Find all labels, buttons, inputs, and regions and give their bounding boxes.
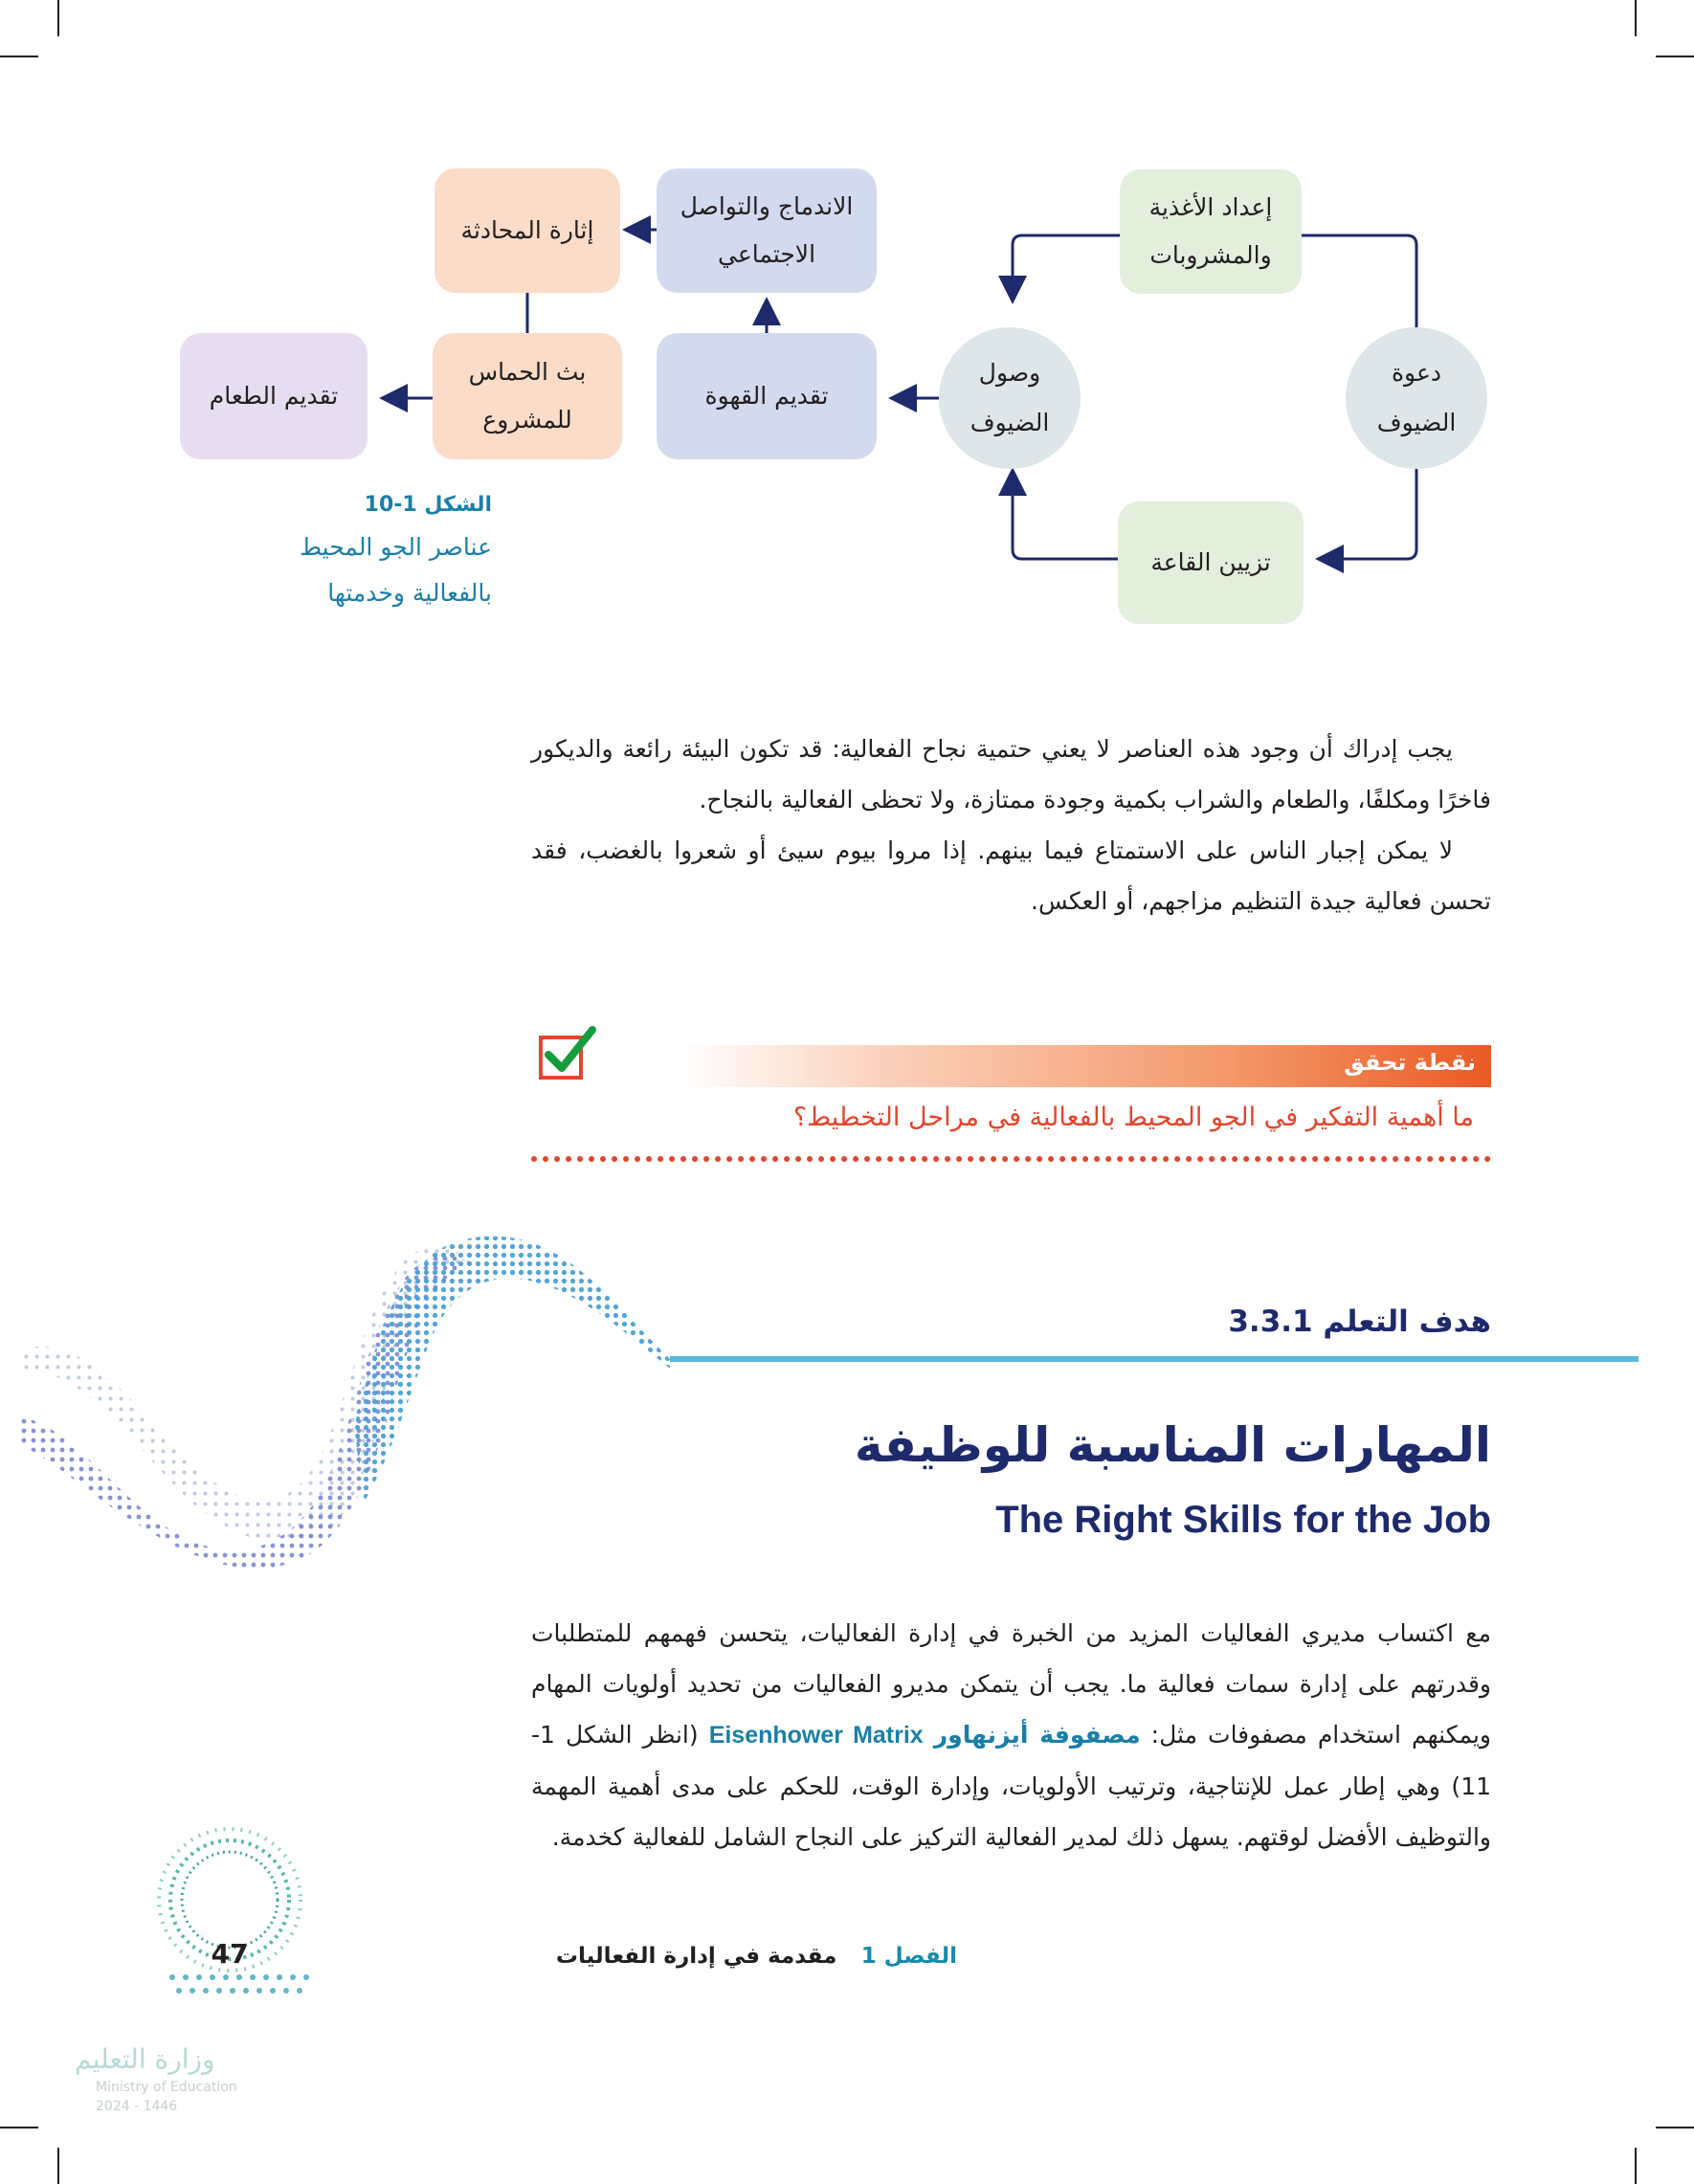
node-social-mixing: الاندماج والتواصل الاجتماعي <box>657 168 877 293</box>
checkpoint-label: نقطة تحقق <box>1344 1049 1476 1076</box>
crop-mark <box>57 2148 59 2184</box>
node-serve-coffee: تقديم القهوة <box>657 333 877 459</box>
skills-text-part1: مع اكتساب مديري الفعاليات المزيد من الخبرة في إدارة الفعاليات، يتحسن فهمهم للمتطلبات وقدرتهم على إدارة سمات فعالية ما. يجب أن يتمكن مديرو الفعاليات من تحديد أولويات المهام ويمكنهم استخدام مصفوفات مثل: <box>531 1619 1492 1749</box>
term-eisenhower-ar: مصفوفة أيزنهاور <box>933 1721 1141 1749</box>
node-food-prep: إعداد الأغذية والمشروبات <box>1120 169 1302 294</box>
node-invite-guests: دعوة الضيوف <box>1346 327 1487 469</box>
page-number: 47 <box>211 1938 249 1970</box>
figure-caption <box>230 486 492 616</box>
chapter-title: مقدمة في إدارة الفعاليات <box>555 1944 837 1969</box>
node-guests-arrival: وصول الضيوف <box>939 327 1081 469</box>
figure-title-line2: بالفعالية وخدمتها <box>327 579 492 607</box>
learning-goal-underline <box>670 1356 1638 1362</box>
ministry-name-en: Ministry of Education <box>96 2080 237 2095</box>
checkmark-icon <box>539 1036 583 1080</box>
crop-mark <box>1656 2127 1694 2128</box>
checkpoint-label-bar <box>681 1045 1491 1087</box>
ministry-dots-logo <box>153 1818 325 2010</box>
connector-food-to-invite <box>1302 235 1416 327</box>
term-eisenhower-en: Eisenhower Matrix <box>708 1722 924 1749</box>
checkpoint-question: ما أهمية التفكير في الجو المحيط بالفعالية في مراحل التخطيط؟ <box>792 1103 1474 1132</box>
figure-number: الشكل 1-10 <box>364 493 492 517</box>
arrow-invite-to-decorate <box>1326 469 1416 559</box>
chapter-label: الفصل 1 <box>860 1944 957 1969</box>
node-decorate-hall: تزيين القاعة <box>1118 501 1304 624</box>
paragraph: يجب إدراك أن وجود هذه العناصر لا يعني حتمية نجاح الفعالية: قد تكون البيئة رائعة والديكور فاخرًا ومكلفًا، والطعام والشراب بكمية وجودة ممتازة، ولا تحظى الفعالية بالنجاح. <box>531 735 1491 813</box>
checkmark-glyph <box>541 1024 598 1078</box>
paragraph: لا يمكن إجبار الناس على الاستمتاع فيما بينهم. إذا مروا بيوم سيئ أو شعروا بالغضب، فقد تحسن فعالية جيدة التنظيم مزاجهم، أو العكس. <box>531 836 1491 915</box>
section-title-en: The Right Skills for the Job <box>995 1499 1491 1541</box>
body-text <box>531 724 1491 926</box>
crop-mark <box>1635 2148 1637 2184</box>
crop-mark <box>0 2127 38 2128</box>
ministry-name-ar: وزارة التعليم <box>75 2043 215 2075</box>
arrow-food-to-arrival <box>1013 235 1120 293</box>
section-title-ar: المهارات المناسبة للوظيفة <box>854 1417 1491 1473</box>
chapter-footer <box>536 1939 957 1973</box>
figure-title-line1: عناصر الجو المحيط <box>299 533 492 561</box>
skills-text-part2: (انظر الشكل 1-11) وهي إطار عمل للإنتاجية، وترتيب الأولويات، وإدارة الوقت، للحكم على مدى أهمية المهمة والتوظيف الأفضل لوقتهم. يسهل ذلك لمدير الفعالية التركيز على النجاح الشامل للفعالية كخدمة. <box>531 1721 1491 1851</box>
node-spark-conversation: إثارة المحادثة <box>435 168 620 293</box>
learning-goal-label: هدف التعلم 3.3.1 <box>1228 1304 1491 1339</box>
node-serve-food: تقديم الطعام <box>180 333 368 459</box>
skills-paragraph <box>531 1608 1491 1862</box>
dotted-divider <box>531 1156 1491 1162</box>
decorative-wave-graphic <box>0 1225 689 1589</box>
ministry-year: 2024 - 1446 <box>96 2099 178 2114</box>
node-spread-enthusiasm: بث الحماس للمشروع <box>433 333 622 459</box>
arrow-decorate-to-arrival <box>1013 479 1120 559</box>
